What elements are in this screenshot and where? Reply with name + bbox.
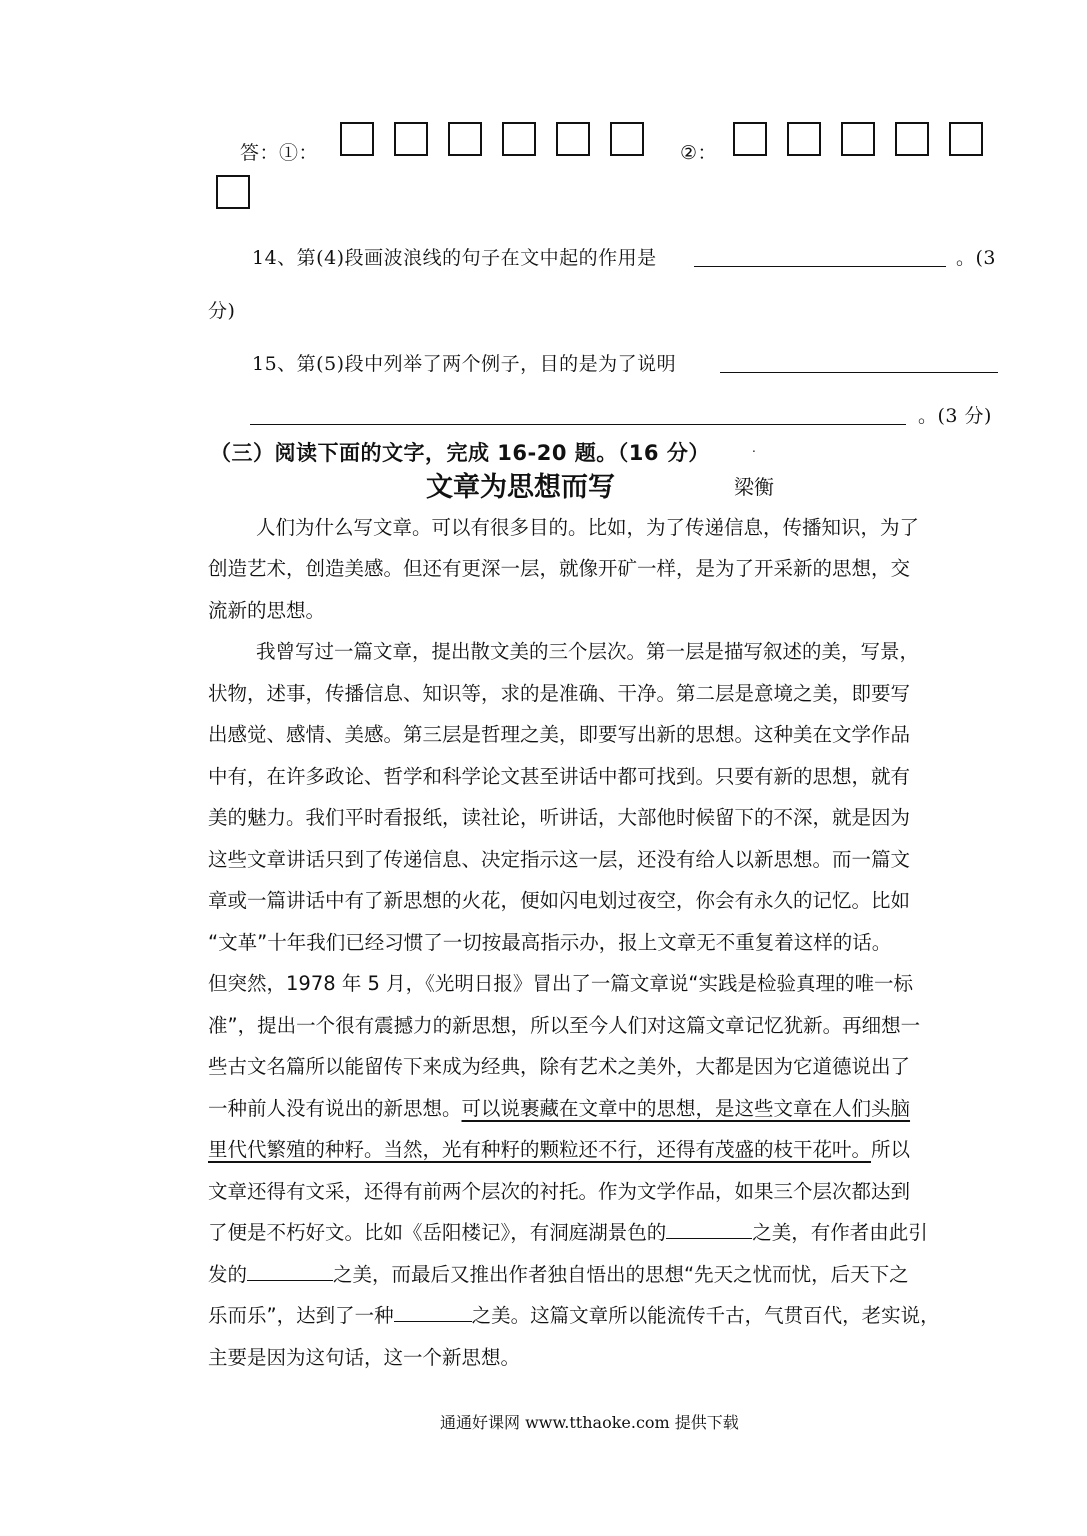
line-text: 之美。这篇文章所以能流传千古，气贯百代，老实说， (471, 1304, 940, 1327)
paragraph-line: 些古文名篇所以能留传下来成为经典，除有艺术之美外，大都是因为它道德说出了 (208, 1055, 911, 1078)
section-heading: （三）阅读下面的文字，完成 16-20 题。（16 分） (210, 441, 710, 465)
char-box[interactable] (448, 122, 482, 156)
paragraph-line: 文章还得有文采，还得有前两个层次的衬托。作为文学作品，如果三个层次都达到 (208, 1180, 911, 1203)
paragraph-line: 人们为什么写文章。可以有很多目的。比如，为了传递信息，传播知识，为了 (256, 516, 920, 539)
paragraph-line: 创造艺术，创造美感。但还有更深一层，就像开矿一样，是为了开采新的思想，交 (208, 557, 911, 580)
paragraph-line: 章或一篇讲话中有了新思想的火花，便如闪电划过夜空，你会有永久的记忆。比如 (208, 889, 911, 912)
line-text: 一种前人没有说出的新思想。 (208, 1097, 462, 1120)
paragraph-line: 主要是因为这句话，这一个新思想。 (208, 1346, 521, 1369)
paragraph-line (208, 1259, 909, 1287)
paragraph-line: 准”，提出一个很有震撼力的新思想，所以至今人们对这篇文章记忆犹新。再细想一 (208, 1014, 921, 1037)
char-box[interactable] (895, 122, 929, 156)
stray-mark: . (752, 441, 756, 455)
paragraph-line (208, 1134, 910, 1162)
wavy-underlined-sentence: 可以说裹藏在文章中的思想，是这些文章在人们头脑 (461, 1097, 911, 1120)
article-title: 文章为思想而写 (426, 472, 615, 503)
paragraph-line (208, 1093, 910, 1121)
paragraph-line: “文革”十年我们已经习惯了一切按最高指示办，报上文章无不重复着这样的话。 (208, 931, 892, 954)
line-text: 之美，有作者由此引 (752, 1221, 928, 1244)
fill-blank-3[interactable] (394, 1303, 472, 1322)
paragraph-line: 中有，在许多政论、哲学和科学论文甚至讲话中都可找到。只要有新的思想，就有 (208, 765, 911, 788)
answer-line-15b[interactable] (250, 404, 906, 425)
char-box[interactable] (340, 122, 374, 156)
paragraph-line: 我曾写过一篇文章，提出散文美的三个层次。第一层是描写叙述的美，写景， (256, 640, 920, 663)
paragraph-line: 但突然，1978 年 5 月，《光明日报》冒出了一篇文章说“实践是检验真理的唯一标 (208, 972, 913, 995)
line-text: 了便是不朽好文。比如《岳阳楼记》，有洞庭湖景色的 (208, 1221, 667, 1244)
paragraph-line (208, 1217, 928, 1245)
paragraph-line: 美的魅力。我们平时看报纸，读社论，听讲话，大部他时候留下的不深，就是因为 (208, 806, 911, 829)
char-box[interactable] (556, 122, 590, 156)
answer-label-2: ②： (680, 142, 718, 164)
char-box[interactable] (610, 122, 644, 156)
paragraph-line: 出感觉、感情、美感。第三层是哲理之美，即要写出新的思想。这种美在文学作品 (208, 723, 911, 746)
question-15: 15、第(5)段中列举了两个例子，目的是为了说明 (252, 353, 677, 375)
answer-line-14[interactable] (694, 246, 946, 267)
line-text: 乐而乐”，达到了一种 (208, 1304, 394, 1327)
paragraph-line: 流新的思想。 (208, 599, 326, 622)
line-text: 发的 (208, 1263, 248, 1286)
paragraph-line: 状物，述事，传播信息、知识等，求的是准确、干净。第二层是意境之美，即要写 (208, 682, 911, 705)
wavy-underlined-sentence-cont: 里代代繁殖的种籽。当然，光有种籽的颗粒还不行，还得有茂盛的枝干花叶。 (208, 1138, 872, 1161)
question-14: 14、第(4)段画波浪线的句子在文中起的作用是 (252, 247, 657, 269)
article-author: 梁衡 (734, 475, 774, 499)
question-15-score: 。(3 分) (918, 405, 992, 427)
paragraph-line: 这些文章讲话只到了传递信息、决定指示这一层，还没有给人以新思想。而一篇文 (208, 848, 911, 871)
fill-blank-1[interactable] (666, 1220, 752, 1239)
char-box[interactable] (841, 122, 875, 156)
char-box[interactable] (394, 122, 428, 156)
line-text: 之美，而最后又推出作者独自悟出的思想“先天之忧而忧，后天下之 (333, 1263, 909, 1286)
char-box[interactable] (502, 122, 536, 156)
fill-blank-2[interactable] (247, 1262, 333, 1281)
question-14-score: 。(3 (956, 247, 997, 269)
question-14-score-cont: 分) (208, 300, 236, 322)
answer-label: 答：①： (240, 142, 319, 164)
answer-line-15a[interactable] (720, 352, 998, 373)
char-box[interactable] (216, 175, 250, 209)
char-box[interactable] (949, 122, 983, 156)
line-text: 所以 (871, 1138, 911, 1161)
char-box[interactable] (733, 122, 767, 156)
char-box[interactable] (787, 122, 821, 156)
paragraph-line (208, 1300, 940, 1328)
footer-credit: 通通好课网 www.tthaoke.com 提供下载 (440, 1413, 739, 1432)
